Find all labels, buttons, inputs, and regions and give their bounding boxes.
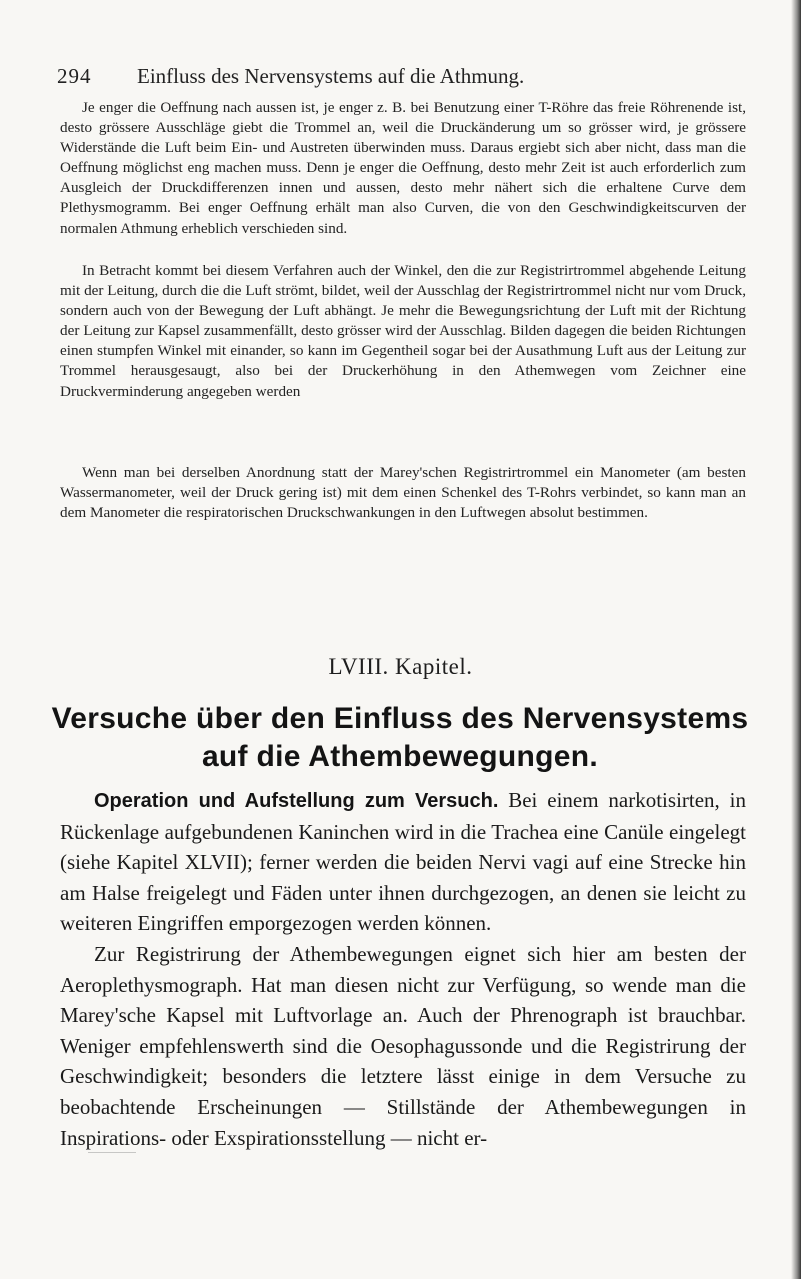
small-paragraph-3 [60,463,746,523]
paragraph-text: In Betracht kommt bei diesem Verfahren auch der Winkel, den die zur Registrirtrommel abgehende Leitung mit der Leitung, durch die die Luft strömt, bildet, weil der Ausschlag der Registrirtrommel nicht nur vom Druck, sondern auch von der Bewegung der Luft abhängt. Je mehr die Bewegungsrichtung der Luft mit der Richtung der Leitung zur Kapsel zusammenfällt, desto grösser wird der Ausschlag. Bilden dagegen die beiden Richtungen einen stumpfen Winkel mit einander, so kann im Gegentheil sogar bei der Ausathmung Luft aus der Leitung zur Trommel herausgesaugt, also bei der Druckerhöhung in den Athemwegen vom Zeichner eine Druckverminderung angegeben werden [60,262,746,400]
paragraph-text: Je enger die Oeffnung nach aussen ist, je enger z. B. bei Benutzung einer T-Röhre das freie Röhrenende ist, desto grössere Ausschläge giebt die Trommel an, weil die Druckänderung um so grösser wird, je grössere Widerstände die Luft beim Ein- und Austreten überwinden muss. Daraus ergiebt sich aber nicht, dass man die Oeffnung möglichst eng machen muss. Denn je enger die Oeffnung, desto mehr Zeit ist auch erforderlich zum Ausgleich der Druckdifferenzen innen und aussen, desto mehr nähert sich die erhaltene Curve dem Plethysmogramm. Bei enger Oeffnung erhält man also Curven, die von den Geschwindigkeitscurven der normalen Athmung erheblich verschieden sind. [60,99,746,237]
page-edge-shadow [791,0,801,1279]
body-paragraph-1 [60,785,746,939]
pencil-mark [88,1152,136,1153]
body-paragraph-1-text: Bei einem narkotisirten, in Rückenlage aufgebundenen Kaninchen wird in die Trachea eine Canüle eingelegt (siehe Kapitel XLVII); ferner werden die beiden Nervi vagi auf eine Strecke hin am Halse freigelegt und Fäden unter ihnen durchgezogen, an denen sie leicht zu weiteren Eingriffen emporgezogen werden können. [60,788,746,936]
running-head-title: Einfluss des Nervensystems auf die Athmung. [137,64,525,88]
small-paragraph-2 [60,261,746,402]
body-paragraph-2: Zur Registrirung der Athembewegungen eignet sich hier am besten der Aeroplethysmograph. Hat man diesen nicht zur Verfügung, so wende man die Marey'sche Kapsel mit Luftvorlage an. Auch der Phrenograph ist brauchbar. Weniger empfehlenswerth sind die Oesophagussonde und die Registrirung der Geschwindigkeit; besonders die letztere lässt einige in dem Versuche zu beobachtende Erscheinungen — Stillstände der Athembewegungen in Inspirations- oder Exspirationsstellung — nicht er- [60,941,746,1150]
page-number: 294 [57,64,92,88]
small-paragraph-1 [60,98,746,239]
chapter-body [60,785,746,1153]
chapter-label: LVIII. Kapitel. [328,654,473,679]
paragraph-text: Wenn man bei derselben Anordnung statt der Marey'schen Registrirtrommel ein Manometer (am besten Wassermanometer, weil der Druck gering ist) mit dem einen Schenkel des T-Rohrs verbindet, so kann man an dem Manometer die respiratorischen Druckschwankungen in den Luftwegen absolut bestimmen. [60,464,746,522]
section-lead-heading: Operation und Aufstellung zum Versuch. [94,790,499,812]
chapter-title: Versuche über den Einfluss des Nervensystems auf die Athembewegungen. [51,702,749,773]
running-head [57,63,797,89]
